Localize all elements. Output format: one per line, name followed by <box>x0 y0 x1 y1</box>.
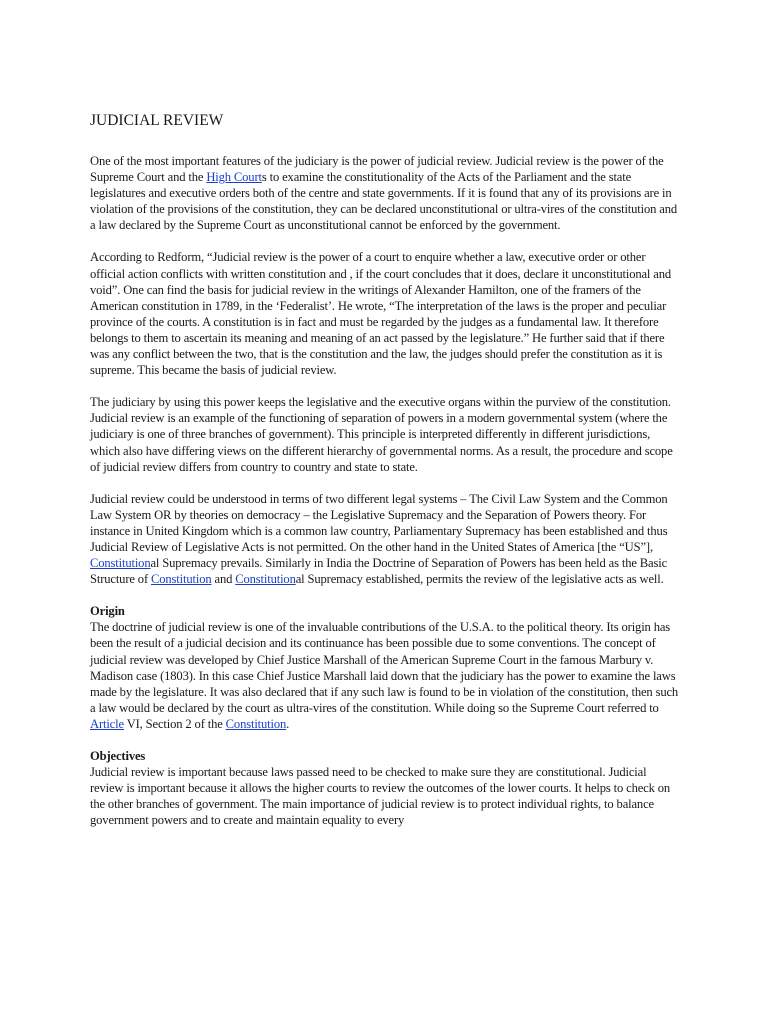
paragraph-separation: The judiciary by using this power keeps the legislative and the executive organs within the purview of the constitution. Judicial review is an example of the functioning of separation of powers in a modern governmental system (where the judiciary is one of three branches of government). This principle is interpreted differently in different jurisdictions, which also have differing views on the different hierarchy of governmental norms. As a result, the procedure and scope of judicial review differs from country to country and state to state. <box>90 395 673 474</box>
paragraph-origin: The doctrine of judicial review is one of the invaluable contributions of the U.S.A. to the political theory. Its origin has been the result of a judicial decision and its continuance has been possible due to some conventions. The concept of judicial review was developed by Chief Justice Marshall of the American Supreme Court in the famous Marbury v. Madison case (1803). In this case Chief Justice Marshall laid down that the judiciary has the power to examine the laws made by the legislature. It was also declared that if any such law is found to be in violation of the constitution, then such a law would be declared by the court as ultra-vires of the constitution. While doing so the Supreme Court referred to Article VI, Section 2 of the Constitution. <box>90 620 679 731</box>
paragraph-legal-systems: Judicial review could be understood in terms of two different legal systems – The Civil Law System and the Common Law System OR by theories on democracy – the Legislative Supremacy and the Separation of Powers theory. For instance in United Kingdom which is a common law country, Parliamentary Supremacy has been established and thus Judicial Review of Legislative Acts is not permitted. On the other hand in the United States of America [the “US”], Constitutional Supremacy prevails. Similarly in India the Doctrine of Separation of Powers has been held as the Basic Structure of Constitution and Constitutional Supremacy established, permits the review of the legislative acts as well. <box>90 491 668 587</box>
link-article[interactable]: Article <box>90 716 124 731</box>
paragraph-redform: According to Redform, “Judicial review is the power of a court to enquire whether a law, executive order or other official action conflicts with written constitution and , if the court concludes that it does, declare it unconstitutional and void”. One can find the basis for judicial review in the writings of Alexander Hamilton, one of the framers of the American constitution in 1789, in the ‘Federalist’. He wrote, “The interpretation of the laws is the proper and peculiar province of the courts. A constitution is in fact and must be regarded by the judges as a fundamental law. It therefore belongs to them to ascertain its meaning and meaning of an act passed by the legislature.” He further said that if there was any conflict between the two, that is the constitution and the law, the judges should prefer the constitution as it is supreme. This became the basis of judicial review. <box>90 250 672 378</box>
paragraph-intro: One of the most important features of the judiciary is the power of judicial review. Judicial review is the power of the Supreme Court and the High Courts to examine the constitutionality of the Acts of the Parliament and the state legislatures and executive orders both of the centre and state governments. If it is found that any of its provisions are in violation of the provisions of the constitution, they can be declared unconstitutional or ultra-vires of the constitution and a law declared by the Supreme Court as unconstitutional cannot be enforced by the government. <box>90 154 678 233</box>
document-body <box>90 112 680 844</box>
link-constitution[interactable]: Constitution <box>90 556 151 571</box>
link-high-court[interactable]: High Court <box>206 170 262 185</box>
heading-objectives: Objectives <box>90 749 146 763</box>
document-title: JUDICIAL REVIEW <box>90 112 224 129</box>
link-constitution[interactable]: Constitution <box>151 572 212 587</box>
paragraph-objectives: Judicial review is important because laws passed need to be checked to make sure they are constitutional. Judicial review is important because it allows the higher courts to review the outcomes of the lower courts. It helps to check on the other branches of government. The main importance of judicial review is to protect individual rights, to balance government powers and to create and maintain equality to every <box>90 765 671 828</box>
heading-origin: Origin <box>90 604 125 619</box>
link-constitution[interactable]: Constitution <box>235 572 296 587</box>
link-constitution[interactable]: Constitution <box>225 716 287 731</box>
